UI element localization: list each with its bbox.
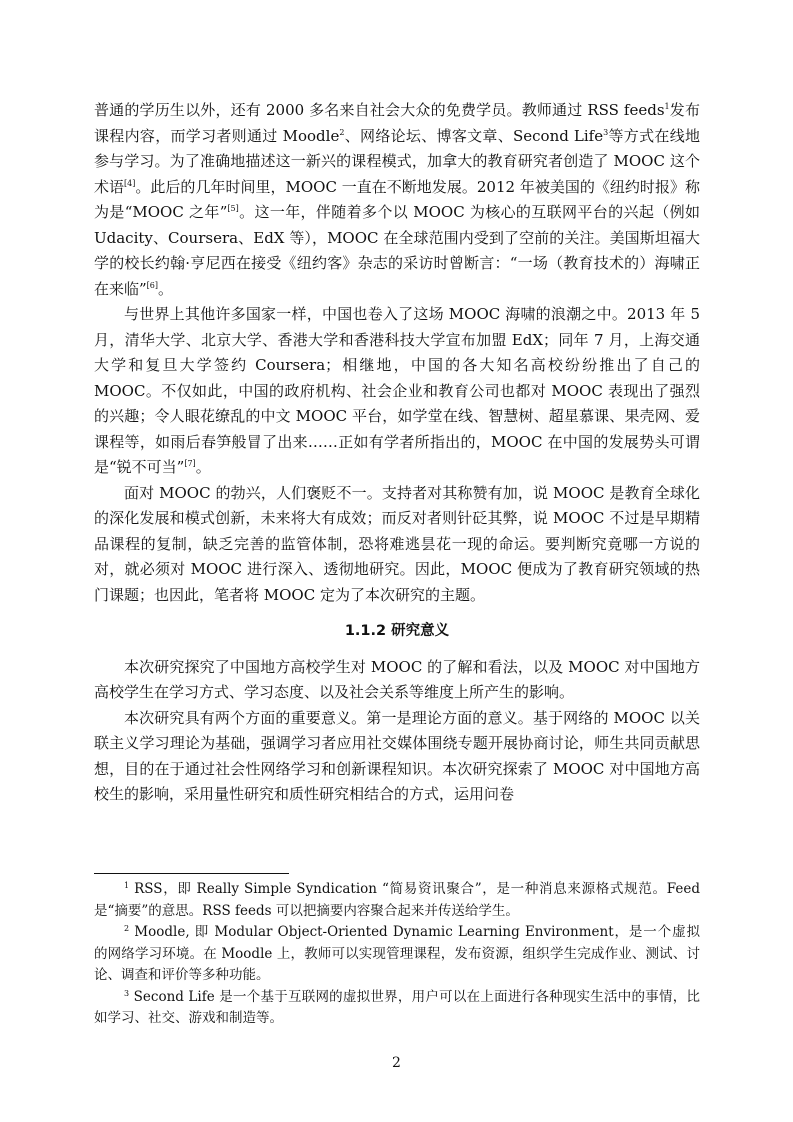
citation-mark: 3	[603, 127, 609, 137]
paragraph	[94, 481, 700, 609]
footnote	[94, 879, 700, 922]
footnote-mark: 2	[124, 924, 130, 933]
paragraph	[94, 302, 700, 481]
citation-mark: [6]	[146, 280, 159, 290]
body-text	[94, 98, 700, 808]
paragraph-text: 面对 MOOC 的勃兴，人们褒贬不一。支持者对其称赞有加，说 MOOC 是教育全球化的深化发展和模式创新，未来将大有成效；而反对者则针砭其弊，说 MOOC 不过是早期精品课程的复制，缺乏完善的监管体制，恐将难逃昙花一现的命运。要判断究竟哪一方说的对，就必须对 MOOC 进行深入、透彻地研究。因此，MOOC 便成为了教育研究领域的热门课题；也因此，笔者将 MOOC 定为了本次研究的主题。	[94, 483, 700, 604]
paragraph	[94, 98, 700, 302]
footnote-text: Moodle, 即 Modular Object-Oriented Dynamic Learning Environment，是一个虚拟的网络学习环境。在 Moodle 上，教师可以实现管理课程，发布资源，组织学生完成作业、测试、讨论、调查和评价等多种功能。	[94, 924, 701, 983]
footnote-mark: 3	[124, 988, 130, 998]
paragraph-text: 本次研究具有两个方面的重要意义。第一是理论方面的意义。基于网络的 MOOC 以关联主义学习理论为基础，强调学习者应用社交媒体围绕专题开展协商讨论，师生共同贡献思想，目的在于通过社会性网络学习和创新课程知识。本次研究探索了 MOOC 对中国地方高校生的影响，采用量性研究和质性研究相结合的方式，运用问卷	[94, 708, 700, 803]
page-number: 2	[392, 1055, 401, 1071]
paragraph-text: 。	[158, 279, 174, 298]
citation-mark: [4]	[124, 178, 136, 188]
paragraph	[94, 706, 700, 808]
paragraph-text: 等方式在线地参与学习。为了准确地描述这一新兴的课程模式，加拿大的教育研究者创造了 MOOC 这个术语	[94, 126, 700, 196]
paragraph-text: 发布课程内容，而学习者则通过 Moodle	[94, 101, 700, 145]
section-heading: 1.1.2 研究意义	[344, 623, 450, 639]
paragraph-text: 。这一年，伴随着多个以 MOOC 为核心的互联网平台的兴起（例如 Udacity、Coursera、EdX 等），MOOC 在全球范围内受到了空前的关注。美国斯坦福大学的校长约翰·亨尼西在接受《纽约客》杂志的采访时曾断言：“一场（教育技术的）海啸正在来临”	[94, 203, 700, 298]
footnote	[94, 922, 700, 987]
citation-mark: [5]	[227, 204, 239, 213]
footnote-mark: 1	[124, 881, 130, 890]
paragraph-text: 本次研究探究了中国地方高校学生对 MOOC 的了解和看法，以及 MOOC 对中国地方高校学生在学习方式、学习态度、以及社会关系等维度上所产生的影响。	[94, 657, 700, 701]
paragraph	[94, 655, 700, 706]
citation-mark: [7]	[184, 459, 196, 468]
paragraph-text: 与世界上其他许多国家一样，中国也卷入了这场 MOOC 海啸的浪潮之中。2013 年 5 月，清华大学、北京大学、香港大学和香港科技大学宣布加盟 EdX；同年 7 月，上海交通大学和复旦大学签约 Coursera；相继地，中国的各大知名高校纷纷推出了自己的 MOOC。不仅如此，中国的政府机构、社会企业和教育公司也都对 MOOC 表现出了强烈的兴趣；令人眼花缭乱的中文 MOOC 平台，如学堂在线、智慧树、超星慕课、果壳网、爱课程等，如雨后春笋般冒了出来……正如有学者所指出的，MOOC 在中国的发展势头可谓是“锐不可当”	[94, 305, 700, 476]
footnote-text: RSS，即 Really Simple Syndication “简易资讯聚合”，是一种消息来源格式规范。Feed 是“摘要”的意思。RSS feeds 可以把摘要内容聚合起来并传送给学生。	[94, 881, 700, 919]
citation-mark: 2	[339, 127, 345, 137]
footnote	[94, 987, 700, 1030]
paragraph-text: 、网络论坛、博客文章、Second Life	[344, 126, 604, 145]
paragraph-text: 。	[195, 458, 211, 476]
footnote-text: Second Life 是一个基于互联网的虚拟世界，用户可以在上面进行各种现实生活中的事情，比如学习、社交、游戏和制造等。	[94, 988, 700, 1026]
citation-mark: 1	[664, 102, 670, 111]
paragraph-text: 普通的学历生以外，还有 2000 多名来自社会大众的免费学员。教师通过 RSS feeds	[94, 101, 665, 119]
footnote-rule	[94, 873, 289, 874]
paragraph-text: 。此后的几年时间里，MOOC 一直在不断地发展。2012 年被美国的《纽约时报》称为是“MOOC 之年”	[94, 177, 700, 221]
footnotes	[94, 879, 700, 1030]
